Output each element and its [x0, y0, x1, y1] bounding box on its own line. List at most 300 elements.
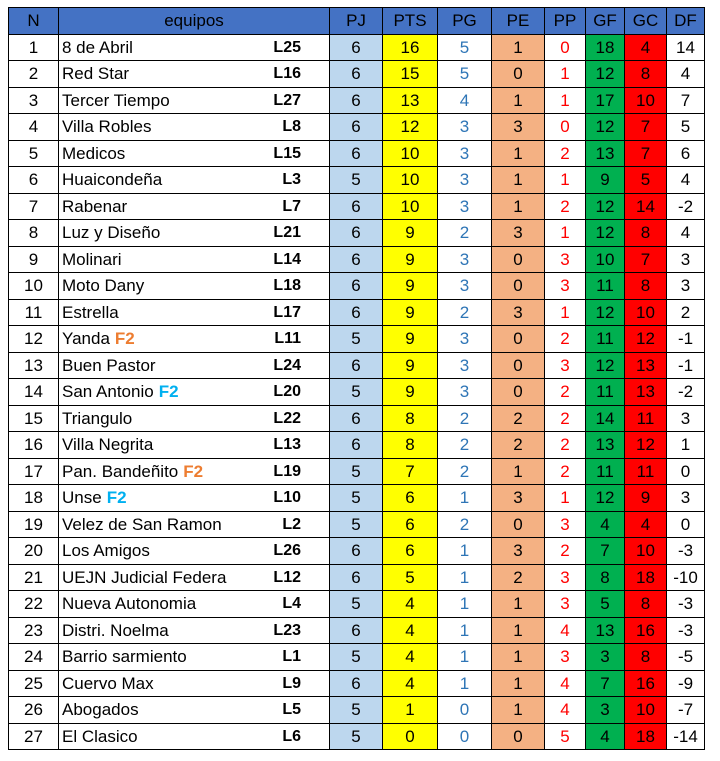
team-tag-badge: F2: [183, 461, 204, 481]
gc-cell: 16: [625, 670, 667, 697]
pp-cell: 3: [545, 273, 586, 300]
pp-cell: 1: [545, 61, 586, 88]
pe-cell: 0: [492, 511, 545, 538]
gc-cell: 4: [625, 34, 667, 61]
pp-cell: 3: [545, 564, 586, 591]
position-cell: 1: [9, 34, 59, 61]
table-row: [9, 352, 705, 379]
team-code-cell: L13: [264, 432, 330, 459]
header-gc: GC: [625, 8, 667, 35]
df-cell: 6: [667, 140, 705, 167]
gc-cell: 8: [625, 61, 667, 88]
pg-cell: 4: [438, 87, 492, 114]
pj-cell: 6: [330, 564, 383, 591]
team-name: Rabenar: [62, 196, 128, 216]
table-row: [9, 564, 705, 591]
team-code-cell: L3: [264, 167, 330, 194]
df-cell: -3: [667, 617, 705, 644]
team-name: Los Amigos: [62, 541, 150, 561]
pts-cell: 9: [383, 379, 438, 406]
pg-cell: 1: [438, 670, 492, 697]
team-name: Pan. Bandeñito: [62, 461, 179, 481]
pe-cell: 0: [492, 723, 545, 750]
team-name-cell: [59, 458, 264, 485]
team-name-cell: [59, 617, 264, 644]
pj-cell: 5: [330, 591, 383, 618]
pj-cell: 6: [330, 299, 383, 326]
pg-cell: 1: [438, 538, 492, 565]
team-name: UEJN Judicial Federa: [62, 567, 227, 587]
header-equipos: equipos: [59, 8, 330, 35]
team-code-cell: L27: [264, 87, 330, 114]
pts-cell: 9: [383, 326, 438, 353]
table-row: [9, 193, 705, 220]
team-code-cell: L7: [264, 193, 330, 220]
position-cell: 22: [9, 591, 59, 618]
df-cell: -3: [667, 538, 705, 565]
team-name-cell: [59, 193, 264, 220]
table-row: [9, 299, 705, 326]
position-cell: 26: [9, 697, 59, 724]
gf-cell: 7: [586, 670, 625, 697]
team-code-cell: L4: [264, 591, 330, 618]
position-cell: 4: [9, 114, 59, 141]
pp-cell: 1: [545, 299, 586, 326]
table-row: [9, 670, 705, 697]
pts-cell: 9: [383, 273, 438, 300]
header-pg: PG: [438, 8, 492, 35]
df-cell: -2: [667, 379, 705, 406]
pe-cell: 0: [492, 379, 545, 406]
team-name: Velez de San Ramon: [62, 514, 222, 534]
pg-cell: 2: [438, 299, 492, 326]
team-name: Villa Robles: [62, 117, 152, 137]
gf-cell: 8: [586, 564, 625, 591]
pj-cell: 6: [330, 193, 383, 220]
pe-cell: 0: [492, 326, 545, 353]
pts-cell: 1: [383, 697, 438, 724]
header-pp: PP: [545, 8, 586, 35]
gf-cell: 4: [586, 511, 625, 538]
pp-cell: 3: [545, 644, 586, 671]
team-name-cell: [59, 644, 264, 671]
pj-cell: 5: [330, 644, 383, 671]
pj-cell: 6: [330, 87, 383, 114]
pp-cell: 4: [545, 670, 586, 697]
table-row: [9, 114, 705, 141]
gc-cell: 11: [625, 405, 667, 432]
team-name-cell: [59, 34, 264, 61]
gc-cell: 9: [625, 485, 667, 512]
df-cell: 4: [667, 167, 705, 194]
position-cell: 13: [9, 352, 59, 379]
team-name: Moto Dany: [62, 276, 145, 296]
team-name-cell: [59, 405, 264, 432]
pg-cell: 1: [438, 591, 492, 618]
table-row: [9, 697, 705, 724]
pp-cell: 1: [545, 167, 586, 194]
pg-cell: 2: [438, 432, 492, 459]
team-name: 8 de Abril: [62, 37, 133, 57]
gc-cell: 16: [625, 617, 667, 644]
team-name-cell: [59, 511, 264, 538]
pp-cell: 0: [545, 34, 586, 61]
gc-cell: 10: [625, 87, 667, 114]
pe-cell: 3: [492, 220, 545, 247]
team-name: El Clasico: [62, 726, 138, 746]
pts-cell: 9: [383, 246, 438, 273]
pe-cell: 3: [492, 299, 545, 326]
table-row: [9, 379, 705, 406]
gc-cell: 10: [625, 538, 667, 565]
gf-cell: 12: [586, 193, 625, 220]
position-cell: 9: [9, 246, 59, 273]
gf-cell: 10: [586, 246, 625, 273]
pe-cell: 1: [492, 458, 545, 485]
pg-cell: 5: [438, 61, 492, 88]
pe-cell: 2: [492, 432, 545, 459]
pts-cell: 4: [383, 644, 438, 671]
team-name: Barrio sarmiento: [62, 647, 187, 667]
team-name: Huaicondeña: [62, 170, 163, 190]
pg-cell: 3: [438, 114, 492, 141]
pg-cell: 1: [438, 617, 492, 644]
pe-cell: 3: [492, 114, 545, 141]
team-name-cell: [59, 114, 264, 141]
df-cell: 4: [667, 220, 705, 247]
pg-cell: 3: [438, 167, 492, 194]
team-name-cell: [59, 167, 264, 194]
pg-cell: 2: [438, 511, 492, 538]
team-name-cell: [59, 538, 264, 565]
pp-cell: 2: [545, 432, 586, 459]
team-name-cell: [59, 140, 264, 167]
team-code-cell: L26: [264, 538, 330, 565]
gf-cell: 11: [586, 379, 625, 406]
pg-cell: 3: [438, 379, 492, 406]
df-cell: 3: [667, 246, 705, 273]
pj-cell: 5: [330, 458, 383, 485]
pj-cell: 6: [330, 273, 383, 300]
gf-cell: 12: [586, 485, 625, 512]
gf-cell: 11: [586, 458, 625, 485]
pts-cell: 6: [383, 538, 438, 565]
gf-cell: 12: [586, 114, 625, 141]
pts-cell: 15: [383, 61, 438, 88]
team-code-cell: L24: [264, 352, 330, 379]
header-pe: PE: [492, 8, 545, 35]
pp-cell: 2: [545, 458, 586, 485]
team-code-cell: L19: [264, 458, 330, 485]
pe-cell: 2: [492, 564, 545, 591]
gf-cell: 12: [586, 61, 625, 88]
pe-cell: 1: [492, 140, 545, 167]
team-name: Unse: [62, 488, 102, 508]
pts-cell: 4: [383, 617, 438, 644]
position-cell: 6: [9, 167, 59, 194]
pp-cell: 4: [545, 617, 586, 644]
pe-cell: 0: [492, 352, 545, 379]
pts-cell: 6: [383, 511, 438, 538]
team-code-cell: L25: [264, 34, 330, 61]
position-cell: 12: [9, 326, 59, 353]
pg-cell: 3: [438, 246, 492, 273]
standings-table: [8, 7, 705, 750]
pj-cell: 6: [330, 352, 383, 379]
team-name: Nueva Autonomia: [62, 594, 197, 614]
team-code-cell: L14: [264, 246, 330, 273]
team-tag-badge: F2: [158, 382, 179, 402]
position-cell: 19: [9, 511, 59, 538]
position-cell: 2: [9, 61, 59, 88]
df-cell: -10: [667, 564, 705, 591]
pts-cell: 16: [383, 34, 438, 61]
team-code-cell: L5: [264, 697, 330, 724]
header-row: [9, 8, 705, 35]
team-name-cell: [59, 697, 264, 724]
table-row: [9, 511, 705, 538]
pp-cell: 2: [545, 140, 586, 167]
gf-cell: 18: [586, 34, 625, 61]
gf-cell: 12: [586, 220, 625, 247]
gc-cell: 10: [625, 697, 667, 724]
pg-cell: 3: [438, 140, 492, 167]
team-name: Distri. Noelma: [62, 620, 169, 640]
team-tag-badge: F2: [106, 488, 127, 508]
pg-cell: 2: [438, 405, 492, 432]
pts-cell: 10: [383, 140, 438, 167]
pj-cell: 6: [330, 432, 383, 459]
df-cell: 0: [667, 458, 705, 485]
pp-cell: 3: [545, 511, 586, 538]
team-name: Red Star: [62, 64, 130, 84]
table-row: [9, 617, 705, 644]
team-code-cell: L15: [264, 140, 330, 167]
gf-cell: 12: [586, 299, 625, 326]
gf-cell: 3: [586, 644, 625, 671]
pe-cell: 2: [492, 405, 545, 432]
team-code-cell: L23: [264, 617, 330, 644]
pts-cell: 4: [383, 591, 438, 618]
team-name: Cuervo Max: [62, 673, 154, 693]
df-cell: -2: [667, 193, 705, 220]
position-cell: 25: [9, 670, 59, 697]
team-name-cell: [59, 61, 264, 88]
df-cell: 0: [667, 511, 705, 538]
gf-cell: 14: [586, 405, 625, 432]
pj-cell: 6: [330, 114, 383, 141]
df-cell: 2: [667, 299, 705, 326]
pe-cell: 3: [492, 485, 545, 512]
team-name-cell: [59, 564, 264, 591]
table-row: [9, 87, 705, 114]
table-row: [9, 458, 705, 485]
position-cell: 18: [9, 485, 59, 512]
pj-cell: 5: [330, 326, 383, 353]
position-cell: 21: [9, 564, 59, 591]
pts-cell: 10: [383, 193, 438, 220]
pe-cell: 1: [492, 34, 545, 61]
gc-cell: 8: [625, 644, 667, 671]
gf-cell: 4: [586, 723, 625, 750]
pts-cell: 12: [383, 114, 438, 141]
team-code-cell: L22: [264, 405, 330, 432]
pts-cell: 13: [383, 87, 438, 114]
pp-cell: 1: [545, 485, 586, 512]
df-cell: 3: [667, 405, 705, 432]
pts-cell: 9: [383, 299, 438, 326]
pts-cell: 0: [383, 723, 438, 750]
table-row: [9, 326, 705, 353]
gc-cell: 10: [625, 299, 667, 326]
pj-cell: 6: [330, 220, 383, 247]
pe-cell: 0: [492, 246, 545, 273]
position-cell: 8: [9, 220, 59, 247]
pg-cell: 2: [438, 458, 492, 485]
team-name-cell: [59, 273, 264, 300]
position-cell: 27: [9, 723, 59, 750]
pj-cell: 5: [330, 167, 383, 194]
table-row: [9, 140, 705, 167]
pj-cell: 6: [330, 617, 383, 644]
position-cell: 16: [9, 432, 59, 459]
pj-cell: 5: [330, 511, 383, 538]
pts-cell: 4: [383, 670, 438, 697]
pts-cell: 6: [383, 485, 438, 512]
team-name-cell: [59, 246, 264, 273]
pp-cell: 1: [545, 220, 586, 247]
team-code-cell: L10: [264, 485, 330, 512]
team-name: Medicos: [62, 143, 126, 163]
pg-cell: 0: [438, 697, 492, 724]
pts-cell: 9: [383, 352, 438, 379]
team-name-cell: [59, 326, 264, 353]
position-cell: 14: [9, 379, 59, 406]
pg-cell: 1: [438, 564, 492, 591]
pp-cell: 2: [545, 538, 586, 565]
pj-cell: 5: [330, 723, 383, 750]
pp-cell: 3: [545, 352, 586, 379]
team-name: Estrella: [62, 302, 119, 322]
gf-cell: 13: [586, 140, 625, 167]
standings-table-container: [8, 7, 705, 750]
pj-cell: 6: [330, 246, 383, 273]
pj-cell: 5: [330, 485, 383, 512]
gc-cell: 5: [625, 167, 667, 194]
df-cell: -14: [667, 723, 705, 750]
df-cell: -7: [667, 697, 705, 724]
pp-cell: 0: [545, 114, 586, 141]
pe-cell: 1: [492, 697, 545, 724]
team-name: Tercer Tiempo: [62, 90, 170, 110]
pj-cell: 6: [330, 140, 383, 167]
table-row: [9, 273, 705, 300]
df-cell: 14: [667, 34, 705, 61]
gc-cell: 18: [625, 564, 667, 591]
table-row: [9, 220, 705, 247]
pts-cell: 8: [383, 432, 438, 459]
standings-body: [9, 34, 705, 750]
team-name-cell: [59, 299, 264, 326]
team-name-cell: [59, 352, 264, 379]
gf-cell: 11: [586, 273, 625, 300]
table-row: [9, 405, 705, 432]
position-cell: 17: [9, 458, 59, 485]
pg-cell: 3: [438, 352, 492, 379]
team-code-cell: L12: [264, 564, 330, 591]
team-name-cell: [59, 220, 264, 247]
gc-cell: 18: [625, 723, 667, 750]
gc-cell: 8: [625, 591, 667, 618]
gc-cell: 12: [625, 432, 667, 459]
pg-cell: 0: [438, 723, 492, 750]
df-cell: 3: [667, 273, 705, 300]
df-cell: 5: [667, 114, 705, 141]
team-code-cell: L8: [264, 114, 330, 141]
pe-cell: 0: [492, 273, 545, 300]
pg-cell: 1: [438, 485, 492, 512]
table-row: [9, 432, 705, 459]
pe-cell: 0: [492, 61, 545, 88]
team-name: Luz y Diseño: [62, 223, 161, 243]
gc-cell: 13: [625, 379, 667, 406]
gf-cell: 5: [586, 591, 625, 618]
header-pj: PJ: [330, 8, 383, 35]
pts-cell: 9: [383, 220, 438, 247]
pj-cell: 5: [330, 379, 383, 406]
position-cell: 5: [9, 140, 59, 167]
position-cell: 11: [9, 299, 59, 326]
df-cell: 1: [667, 432, 705, 459]
df-cell: 4: [667, 61, 705, 88]
pj-cell: 6: [330, 538, 383, 565]
team-code-cell: L6: [264, 723, 330, 750]
team-name: San Antonio: [62, 382, 154, 402]
pp-cell: 5: [545, 723, 586, 750]
team-code-cell: L21: [264, 220, 330, 247]
gc-cell: 14: [625, 193, 667, 220]
gf-cell: 13: [586, 432, 625, 459]
df-cell: 3: [667, 485, 705, 512]
pj-cell: 6: [330, 405, 383, 432]
gc-cell: 4: [625, 511, 667, 538]
df-cell: -1: [667, 326, 705, 353]
team-name-cell: [59, 591, 264, 618]
pp-cell: 3: [545, 246, 586, 273]
pe-cell: 1: [492, 167, 545, 194]
gc-cell: 8: [625, 220, 667, 247]
gc-cell: 12: [625, 326, 667, 353]
gf-cell: 11: [586, 326, 625, 353]
table-row: [9, 34, 705, 61]
df-cell: -3: [667, 591, 705, 618]
team-code-cell: L18: [264, 273, 330, 300]
position-cell: 20: [9, 538, 59, 565]
pe-cell: 1: [492, 591, 545, 618]
df-cell: -5: [667, 644, 705, 671]
pg-cell: 3: [438, 273, 492, 300]
gc-cell: 7: [625, 140, 667, 167]
team-code-cell: L20: [264, 379, 330, 406]
header-df: DF: [667, 8, 705, 35]
df-cell: -1: [667, 352, 705, 379]
pp-cell: 2: [545, 405, 586, 432]
gc-cell: 7: [625, 114, 667, 141]
team-code-cell: L11: [264, 326, 330, 353]
team-code-cell: L2: [264, 511, 330, 538]
team-name: Triangulo: [62, 408, 133, 428]
header-pts: PTS: [383, 8, 438, 35]
